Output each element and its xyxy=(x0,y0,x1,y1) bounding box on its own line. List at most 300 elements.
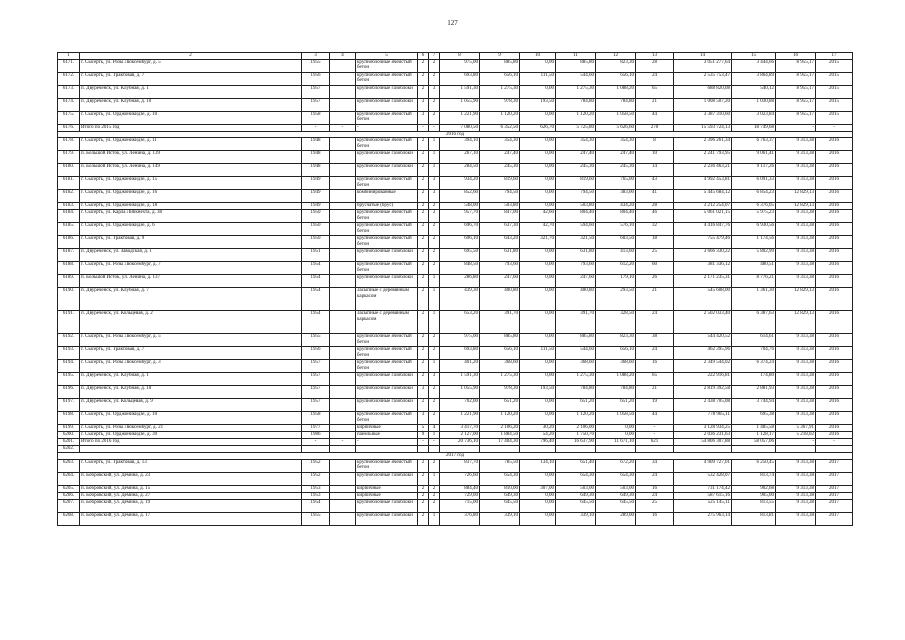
column-number: 17 xyxy=(816,53,853,60)
table-cell: 696,70 xyxy=(440,223,480,236)
table-cell: 1957 xyxy=(302,99,330,112)
table-cell xyxy=(429,446,440,453)
table-cell: - xyxy=(418,439,429,446)
table-cell: 1 088,20 xyxy=(596,373,636,386)
table-cell: 6190. xyxy=(58,288,80,311)
table-cell: 0,00 xyxy=(520,399,556,412)
table-cell: 693,80 xyxy=(440,73,480,86)
table-cell: 3 864,89 xyxy=(732,73,776,86)
table-cell: 1957 xyxy=(302,373,330,386)
table-cell: 9 313,38 xyxy=(776,399,816,412)
column-number: 12 xyxy=(596,53,636,60)
table-cell: 0,00 xyxy=(520,492,556,499)
table-row xyxy=(58,472,853,485)
table-cell: 654,30 xyxy=(480,472,520,485)
table-cell: 2016 xyxy=(816,412,853,425)
table-cell: крупноблочные газоблоки xyxy=(356,99,418,112)
table-cell: 2 xyxy=(418,190,429,203)
table-cell: 819,60 xyxy=(556,177,596,190)
table-cell: 9 313,38 xyxy=(776,485,816,492)
table-cell: 6183. xyxy=(58,203,80,210)
column-number: 6 xyxy=(418,53,429,60)
table-cell: 1954 xyxy=(302,311,330,334)
table-cell: 6 352,50 xyxy=(480,125,520,132)
table-cell: - xyxy=(776,439,816,446)
table-row xyxy=(58,210,853,223)
table-cell: 42,60 xyxy=(520,210,556,223)
table-cell: 3 xyxy=(429,86,440,99)
table-cell: - xyxy=(636,425,674,432)
table-cell: 525 145,11 xyxy=(674,499,732,512)
table-cell: 2015 xyxy=(816,99,853,112)
table-cell: г. Сысерть, ул. Орджоникидзе, д. 16 xyxy=(80,190,302,203)
table-cell: 651,20 xyxy=(596,399,636,412)
table-cell: крупноблочные газоблоки xyxy=(356,86,418,99)
table-cell: 0,00 xyxy=(520,190,556,203)
table-cell: 631,80 xyxy=(480,249,520,262)
table-cell: 2 xyxy=(418,360,429,373)
table-cell: 2 xyxy=(429,459,440,472)
table-row xyxy=(58,60,853,73)
table-cell: 20 736,10 xyxy=(440,439,480,446)
table-cell: 6 091,33 xyxy=(732,177,776,190)
table-cell: 9 313,38 xyxy=(776,360,816,373)
table-cell: п. Двуреченск, ул. Клубная, д. 1 xyxy=(80,86,302,99)
table-cell: 2 036 231,63 xyxy=(674,432,732,439)
table-cell: 376,80 xyxy=(440,512,480,525)
table-cell: 3 666 330,22 xyxy=(674,249,732,262)
table-cell: 1 xyxy=(429,164,440,177)
table-cell: 247,40 xyxy=(556,151,596,164)
column-number: 2 xyxy=(80,53,302,60)
table-cell: 2 xyxy=(418,311,429,334)
table-row xyxy=(58,203,853,210)
table-cell xyxy=(330,399,356,412)
table-cell: 24 xyxy=(636,347,674,360)
table-cell: 885,80 xyxy=(480,334,520,347)
table-cell: 823,30 xyxy=(596,334,636,347)
table-cell: 837,70 xyxy=(440,459,480,472)
table-cell: г. Сысерть, ул. Розы Люксембург, д. 5 xyxy=(80,334,302,347)
table-cell: крупноблочные газоблоки xyxy=(356,386,418,399)
table-cell: 884,40 xyxy=(440,485,480,492)
table-cell: 0,00 xyxy=(520,86,556,99)
table-cell: 765,00 xyxy=(596,177,636,190)
table-row xyxy=(58,512,853,525)
table-cell xyxy=(330,203,356,210)
table-cell: 7 080,50 xyxy=(440,125,480,132)
table-cell: 704,76 xyxy=(732,347,776,360)
table-cell: кирпичные xyxy=(356,485,418,492)
table-cell: г. Сысерть, ул. Орджоникидзе, д. 18 xyxy=(80,203,302,210)
table-cell: 65 xyxy=(636,86,674,99)
table-cell xyxy=(330,60,356,73)
table-cell: 793,60 xyxy=(480,262,520,275)
table-cell: 0,00 xyxy=(520,203,556,210)
table-cell: 34 xyxy=(636,459,674,472)
table-cell: 354,30 xyxy=(556,138,596,151)
table-cell: 16 637,90 xyxy=(556,439,596,446)
table-row xyxy=(58,399,853,412)
table-cell: 9 313,38 xyxy=(776,236,816,249)
table-cell: 0,00 xyxy=(520,138,556,151)
table-cell: 2 xyxy=(418,472,429,485)
table-cell: 852,60 xyxy=(440,190,480,203)
table-row xyxy=(58,386,853,399)
table-cell: г. Сысерть, ул. Розы Люксембург, д. 5 xyxy=(80,60,302,73)
table-cell: 5 802,99 xyxy=(732,249,776,262)
table-cell: 813,74 xyxy=(732,472,776,485)
table-cell: п. Двуреченск, ул. Кольцевая, д. 2 xyxy=(80,311,302,334)
table-cell: 9 313,38 xyxy=(776,210,816,223)
table-cell: 794,50 xyxy=(480,190,520,203)
table-cell: 6 376,05 xyxy=(732,203,776,210)
year-heading: 2016 год xyxy=(58,132,853,138)
table-row xyxy=(58,360,853,373)
table-cell: 275 963,14 xyxy=(674,512,732,525)
table-cell xyxy=(330,512,356,525)
table-cell: 6193. xyxy=(58,347,80,360)
table-cell: 1 221,90 xyxy=(440,412,480,425)
table-cell: - xyxy=(816,439,853,446)
table-cell: 6172. xyxy=(58,73,80,86)
table-cell: 645,50 xyxy=(480,499,520,512)
table-cell: 44 xyxy=(636,112,674,125)
table-cell: г. Сысерть, ул. Розы Люксембург, д. 3 xyxy=(80,360,302,373)
table-cell: 2016 xyxy=(816,425,853,432)
table-row xyxy=(58,112,853,125)
table-cell: 1957 xyxy=(302,360,330,373)
table-cell: 1 xyxy=(429,472,440,485)
table-cell: г. Сысерть, ул. Орджоникидзе, д. 10 xyxy=(80,412,302,425)
table-row xyxy=(58,177,853,190)
table-cell: 286,80 xyxy=(440,275,480,288)
table-cell: кирпичные xyxy=(356,492,418,499)
table-row xyxy=(58,499,853,512)
table-cell: 696,10 xyxy=(440,236,480,249)
table-cell: крупноблочные газоблоки xyxy=(356,512,418,525)
table-cell: 2 xyxy=(418,203,429,210)
table-cell: крупноблочные газоблоки xyxy=(356,249,418,262)
table-cell: 222 916,81 xyxy=(674,373,732,386)
table-row xyxy=(58,99,853,112)
table-cell: 1 xyxy=(429,138,440,151)
table-cell: 4 xyxy=(429,425,440,432)
table-cell: 391,70 xyxy=(480,311,520,334)
table-cell: 2 xyxy=(418,373,429,386)
table-cell: 656,10 xyxy=(596,73,636,86)
table-cell: г. Сысерть, ул. Трактовая, д. 13 xyxy=(80,459,302,472)
table-cell: крупноблочные ячеистый бетон xyxy=(356,138,418,151)
table-cell: 2016 xyxy=(816,190,853,203)
table-cell: г. Сысерть, ул. Орджоникидзе, д. 15 xyxy=(80,177,302,190)
table-cell: 784,80 xyxy=(556,99,596,112)
table-cell: 0,00 xyxy=(520,472,556,485)
table-cell: 26 xyxy=(636,275,674,288)
year-heading: 2017 год xyxy=(58,453,853,459)
table-cell: 2 xyxy=(429,492,440,499)
table-cell: 3 xyxy=(418,99,429,112)
table-cell: - xyxy=(356,125,418,132)
table-cell: 0,00 xyxy=(520,262,556,275)
table-cell: 1 xyxy=(429,275,440,288)
table-cell: 2016 xyxy=(816,203,853,210)
table-cell: 30,20 xyxy=(520,425,556,432)
table-cell: 6200. xyxy=(58,432,80,439)
table-cell: 6186. xyxy=(58,236,80,249)
table-cell: 42,70 xyxy=(520,223,556,236)
table-row xyxy=(58,288,853,311)
table-cell: 2 171 235,31 xyxy=(674,275,732,288)
table-cell: 6196. xyxy=(58,386,80,399)
table-cell: 1957 xyxy=(302,399,330,412)
table-cell: 6207. xyxy=(58,499,80,512)
table-cell: 2 535 753,47 xyxy=(674,73,732,86)
table-cell: 5 445 684,12 xyxy=(674,190,732,203)
table-cell: 8 955,17 xyxy=(776,73,816,86)
table-cell xyxy=(330,138,356,151)
table-cell: 2 xyxy=(418,151,429,164)
table-cell: 2 106,00 xyxy=(556,425,596,432)
table-cell: 58 057,06 xyxy=(732,439,776,446)
table-cell: 9 313,38 xyxy=(776,412,816,425)
table-cell: 1949 xyxy=(302,203,330,210)
table-row xyxy=(58,334,853,347)
table-cell: 1956 xyxy=(302,73,330,86)
table-cell: 38 xyxy=(636,334,674,347)
table-cell: крупноблочные газоблоки xyxy=(356,275,418,288)
table-cell: 6171. xyxy=(58,60,80,73)
table-cell: 729,00 xyxy=(440,492,480,499)
table-cell: 819,60 xyxy=(480,177,520,190)
table-cell: 2017 xyxy=(816,512,853,525)
table-cell: 3 xyxy=(429,373,440,386)
table-cell xyxy=(330,334,356,347)
table-cell: 587 615,16 xyxy=(674,492,732,499)
table-cell: крупноблочные ячеистый бетон xyxy=(356,334,418,347)
table-cell: 2 xyxy=(418,485,429,492)
table-cell: - xyxy=(302,125,330,132)
table-cell: 0,00 xyxy=(520,177,556,190)
table-cell: крупноблочные ячеистый бетон xyxy=(356,73,418,86)
table-cell: 2016 xyxy=(816,347,853,360)
table-cell: 813,55 xyxy=(732,499,776,512)
table-cell: 902,68 xyxy=(732,485,776,492)
table-cell: 2 xyxy=(429,112,440,125)
table-cell: 2 349 544,02 xyxy=(674,360,732,373)
table-cell: п. Бобровский, ул. Демина, д. 23 xyxy=(80,472,302,485)
table-cell: 65 xyxy=(636,373,674,386)
table-cell: 2 xyxy=(418,459,429,472)
table-cell: 0,00 xyxy=(520,249,556,262)
table-cell: 2016 xyxy=(816,164,853,177)
table-cell: 2016 xyxy=(816,360,853,373)
table-cell: 9 313,38 xyxy=(776,164,816,177)
table-cell: 1950 xyxy=(302,223,330,236)
table-cell: 804,40 xyxy=(596,210,636,223)
table-cell: 8 xyxy=(636,138,674,151)
table-cell: 1958 xyxy=(302,112,330,125)
table-cell: 4 909 727,01 xyxy=(674,459,732,472)
table-cell: 1952 xyxy=(302,459,330,472)
table-cell: 25 xyxy=(636,499,674,512)
table-row xyxy=(58,138,853,151)
table-cell: 12 829,13 xyxy=(776,203,816,210)
table-cell: 975,00 xyxy=(440,334,480,347)
table-cell: 1 058,50 xyxy=(596,112,636,125)
table-cell: 1 008 507,20 xyxy=(674,99,732,112)
table-cell xyxy=(330,73,356,86)
table-cell xyxy=(732,446,776,453)
table-cell: 25 xyxy=(636,249,674,262)
table-cell: 9 313,38 xyxy=(776,386,816,399)
table-cell: 2 xyxy=(429,347,440,360)
table-cell: г. Сысерть, ул. Орджоникидзе, д. 11 xyxy=(80,138,302,151)
table-cell: 2016 xyxy=(816,275,853,288)
table-cell: 503,80 xyxy=(556,203,596,210)
table-cell: 2 xyxy=(418,60,429,73)
table-cell: 24 xyxy=(636,472,674,485)
table-row xyxy=(58,236,853,249)
table-cell: 9 313,38 xyxy=(776,373,816,386)
table-row xyxy=(58,190,853,203)
table-cell: 21 xyxy=(636,386,674,399)
table-cell: 785,50 xyxy=(480,459,520,472)
table-cell: 54,20 xyxy=(520,432,556,439)
column-number: 7 xyxy=(429,53,440,60)
housing-register-table xyxy=(57,52,853,526)
table-cell: 2015 xyxy=(816,60,853,73)
table-cell: 480,51 xyxy=(732,262,776,275)
table-cell: 2016 xyxy=(816,223,853,236)
table-cell: 18 749,68 xyxy=(732,125,776,132)
table-cell: 6178. xyxy=(58,138,80,151)
table-cell: 978,30 xyxy=(480,386,520,399)
table-cell: г. Сысерть, ул. Розы Люксембург, д. 7 xyxy=(80,262,302,275)
table-cell: 9 117,26 xyxy=(732,164,776,177)
table-cell: крупноблочные ячеистый бетон xyxy=(356,177,418,190)
table-cell: крупноблочные ячеистый бетон xyxy=(356,236,418,249)
table-cell: 5 975,23 xyxy=(732,210,776,223)
table-cell: 2 xyxy=(418,86,429,99)
table-cell: 0,00 xyxy=(520,512,556,525)
table-row xyxy=(58,485,853,492)
table-cell: 651,20 xyxy=(480,399,520,412)
table-cell: 1953 xyxy=(302,485,330,492)
table-cell: 1948 xyxy=(302,164,330,177)
table-cell: 645,50 xyxy=(556,499,596,512)
table-cell xyxy=(330,236,356,249)
table-cell: крупноблочные ячеистый бетон xyxy=(356,210,418,223)
table-cell: 2 xyxy=(418,275,429,288)
table-cell: 9 313,38 xyxy=(776,334,816,347)
table-cell: - xyxy=(418,125,429,132)
table-cell: 24 xyxy=(636,492,674,499)
table-cell: 6189. xyxy=(58,275,80,288)
table-cell: брусчатые (брус) xyxy=(356,203,418,210)
table-cell: 2 xyxy=(429,236,440,249)
table-cell: крупноблочные ячеистый бетон xyxy=(356,459,418,472)
table-cell: кирпичные xyxy=(356,425,418,432)
table-cell: 2 127,00 xyxy=(440,432,480,439)
table-cell: 339,10 xyxy=(556,512,596,525)
table-cell: 1 120,20 xyxy=(556,412,596,425)
table-cell xyxy=(330,425,356,432)
table-row xyxy=(58,125,853,132)
table-cell xyxy=(330,446,356,453)
table-cell: 6 387,63 xyxy=(732,311,776,334)
table-row xyxy=(58,223,853,236)
table-cell: 247,40 xyxy=(596,151,636,164)
table-cell: 193,50 xyxy=(520,386,556,399)
table-cell: 9 xyxy=(418,432,429,439)
table-cell: 6 930,56 xyxy=(732,223,776,236)
table-cell: 247,60 xyxy=(556,275,596,288)
table-cell: 544,60 xyxy=(556,347,596,360)
table-cell xyxy=(80,446,302,453)
table-cell: г. Сысерть, ул. Розы Люксембург, д. 21 xyxy=(80,425,302,432)
table-cell: 134,10 xyxy=(520,459,556,472)
table-cell: 1 485,58 xyxy=(732,425,776,432)
table-cell xyxy=(418,446,429,453)
table-cell: - xyxy=(330,125,356,132)
table-cell: 179,10 xyxy=(596,275,636,288)
table-cell: 6192. xyxy=(58,334,80,347)
table-row xyxy=(58,459,853,472)
table-cell: 4 992 453,81 xyxy=(674,177,732,190)
table-cell: крупноблочные ячеистый бетон xyxy=(356,112,418,125)
table-cell: 2 438 705,08 xyxy=(674,399,732,412)
table-row xyxy=(58,446,853,453)
table-cell: 0,00 xyxy=(520,275,556,288)
table-cell: 885,80 xyxy=(480,60,520,73)
table-cell xyxy=(330,412,356,425)
table-cell: 654,30 xyxy=(556,472,596,485)
table-cell: 9 313,38 xyxy=(776,151,816,164)
table-cell: 3 417,70 xyxy=(440,425,480,432)
table-cell xyxy=(330,485,356,492)
table-cell: 975,00 xyxy=(440,60,480,73)
table-cell: 545 608,00 xyxy=(674,288,732,311)
table-cell: 672,20 xyxy=(596,459,636,472)
table-cell: 2 106,20 xyxy=(480,425,520,432)
table-cell: 245,30 xyxy=(596,164,636,177)
table-cell: 2 xyxy=(418,177,429,190)
table-cell xyxy=(330,311,356,334)
table-cell: 3 xyxy=(418,386,429,399)
table-cell: 6205. xyxy=(58,485,80,492)
table-cell: 6202. xyxy=(58,446,80,453)
table-cell: 41 xyxy=(636,190,674,203)
table-cell: 284,50 xyxy=(440,164,480,177)
table-row xyxy=(58,262,853,275)
table-cell: 2 xyxy=(429,262,440,275)
table-cell: 8 955,17 xyxy=(776,60,816,73)
table-cell: - xyxy=(776,125,816,132)
table-cell: 755 479,46 xyxy=(674,236,732,249)
table-cell: 2016 xyxy=(816,288,853,311)
table-cell: 5 061 021,15 xyxy=(674,210,732,223)
table-cell: 12 829,13 xyxy=(776,311,816,334)
table-cell: 60 xyxy=(636,262,674,275)
table-cell: 24 xyxy=(636,311,674,334)
table-cell: 1 055,90 xyxy=(440,99,480,112)
table-cell: 1 xyxy=(429,360,440,373)
table-cell xyxy=(776,446,816,453)
table-cell: 1949 xyxy=(302,177,330,190)
table-cell: 1950 xyxy=(302,236,330,249)
table-cell: Засыпные с деревянным каркасом xyxy=(356,288,418,311)
